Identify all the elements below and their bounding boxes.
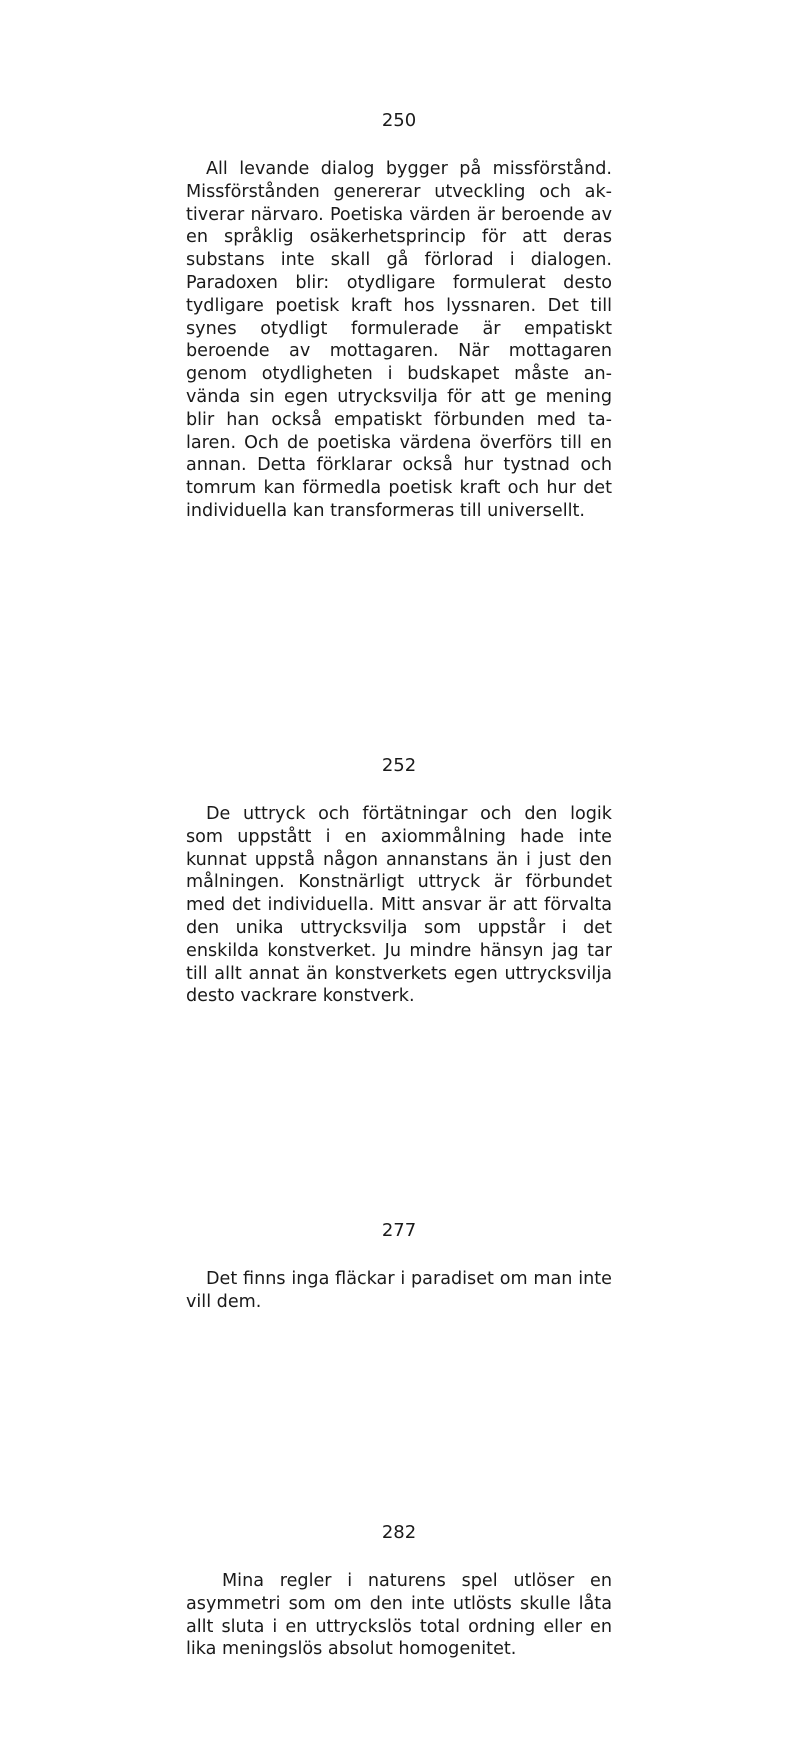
section-text: De uttryck och förtätningar och den logik som uppstått i en axiommålning hade inte kunnat uppstå någon annanstans än i just den målningen. Konstnärligt uttryck är förbundet med det individuella. Mitt ansvar är att förvalta den unika uttrycksvilja som uppstår i det enskilda konstverket. Ju mindre hänsyn jag tar till allt annat än konstverkets egen uttrycksvilja desto vackrare konstverk. <box>186 804 612 1007</box>
section-number: 250 <box>381 110 417 131</box>
section-text: Mina regler i naturens spel utlöser en asymmetri som om den inte utlösts skulle låta allt sluta i en uttryckslös total ordning eller en lika meningslös absolut homogenitet. <box>186 1571 612 1660</box>
section-text: All levande dialog bygger på missförstånd. Missförstånden genererar utveckling och aktiverar närvaro. Poetiska värden är beroende av en språklig osäkerhetsprincip för att deras substans inte skall gå förlorad i dialogen. Paradoxen blir: otydligare formulerat desto tydligare poetisk kraft hos lyssnaren. Det till synes otydligt formulerade är empatiskt beroende av mottagaren. När mottagaren genom otydligheten i budskapet måste använda sin egen utrycksvilja för att ge mening blir han också empatiskt förbunden med talaren. Och de poetiska värdena överförs till en annan. Detta förklarar också hur tystnad och tomrum kan förmedla poetisk kraft och hur det individuella kan transformeras till universellt. <box>186 159 612 521</box>
section-number: 277 <box>381 1220 417 1241</box>
section-252 <box>186 755 612 1008</box>
section-282 <box>186 1522 612 1661</box>
section-number: 282 <box>381 1522 417 1543</box>
section-277 <box>186 1220 612 1314</box>
section-250 <box>186 110 612 523</box>
section-number: 252 <box>381 755 417 776</box>
section-text: Det finns inga fläckar i paradiset om man inte vill dem. <box>186 1269 612 1312</box>
